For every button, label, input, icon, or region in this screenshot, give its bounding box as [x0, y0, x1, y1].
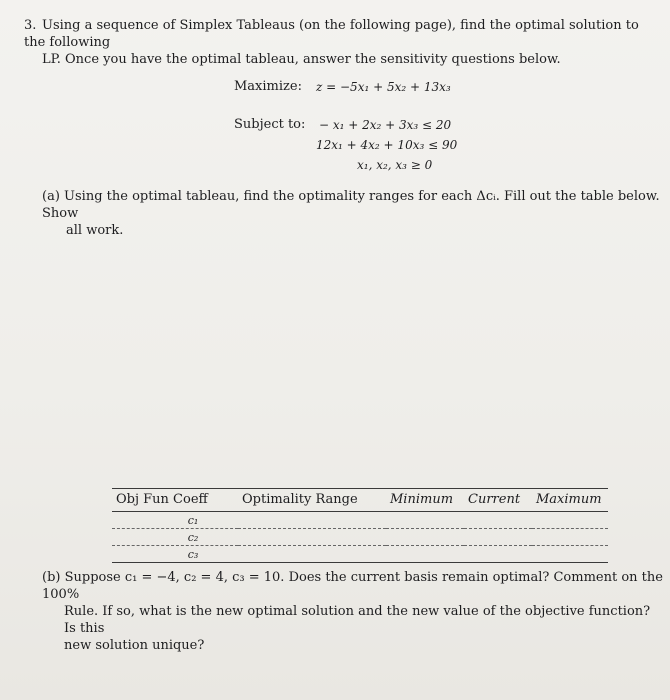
row-label-c1: c₁ — [112, 512, 238, 529]
part-a-label: (a) — [42, 189, 60, 204]
part-b-line1: Suppose c₁ = −4, c₂ = 4, c₃ = 10. Does the current basis remain optimal? Comment on the 100% — [42, 570, 663, 602]
maximize-label: Maximize: — [234, 79, 302, 94]
part-b-line2: Rule. If so, what is the new optimal solution and the new value of the objective function? Is this — [64, 604, 651, 636]
part-a — [42, 188, 664, 239]
cell-current-c2[interactable] — [464, 529, 532, 546]
table-row — [112, 512, 608, 529]
cell-max-c2[interactable] — [532, 529, 608, 546]
cell-min-c1[interactable] — [386, 512, 464, 529]
col-maximum: Maximum — [532, 489, 608, 512]
cell-range-c2[interactable] — [238, 529, 386, 546]
row-label-c3: c₃ — [112, 546, 238, 563]
constraint-1: − x₁ + 2x₂ + 3x₃ ≤ 20 — [319, 118, 452, 132]
col-obj-fun-coeff: Obj Fun Coeff — [112, 489, 238, 512]
cell-min-c2[interactable] — [386, 529, 464, 546]
table-row — [112, 546, 608, 563]
part-a-line1: Using the optimal tableau, find the optimality ranges for each Δcᵢ. Fill out the table below. Show — [42, 189, 660, 221]
cell-current-c3[interactable] — [464, 546, 532, 563]
row-label-c2: c₂ — [112, 529, 238, 546]
col-minimum: Minimum — [386, 489, 464, 512]
cell-range-c1[interactable] — [238, 512, 386, 529]
table-header-row — [112, 489, 608, 512]
constraint-nonneg: x₁, x₂, x₃ ≥ 0 — [357, 158, 433, 172]
part-a-line2: all work. — [66, 223, 124, 238]
question-intro-line2: LP. Once you have the optimal tableau, answer the sensitivity questions below. — [42, 52, 561, 67]
part-b-label: (b) — [42, 570, 61, 585]
table-row — [112, 529, 608, 546]
question-number: 3. — [24, 18, 37, 33]
cell-range-c3[interactable] — [238, 546, 386, 563]
subject-to-label: Subject to: — [234, 117, 306, 132]
col-optimality-range: Optimality Range — [238, 489, 386, 512]
cell-min-c3[interactable] — [386, 546, 464, 563]
objective-function: z = −5x₁ + 5x₂ + 13x₃ — [316, 80, 451, 94]
question-intro-line1: Using a sequence of Simplex Tableaus (on the following page), find the optimal solution to the following — [24, 18, 639, 50]
cell-max-c3[interactable] — [532, 546, 608, 563]
question-header — [24, 17, 664, 68]
part-b-line3: new solution unique? — [64, 638, 205, 653]
constraint-2: 12x₁ + 4x₂ + 10x₃ ≤ 90 — [316, 138, 458, 152]
part-b — [42, 569, 664, 654]
col-current: Current — [464, 489, 532, 512]
cell-max-c1[interactable] — [532, 512, 608, 529]
optimality-range-table — [112, 488, 608, 563]
cell-current-c1[interactable] — [464, 512, 532, 529]
